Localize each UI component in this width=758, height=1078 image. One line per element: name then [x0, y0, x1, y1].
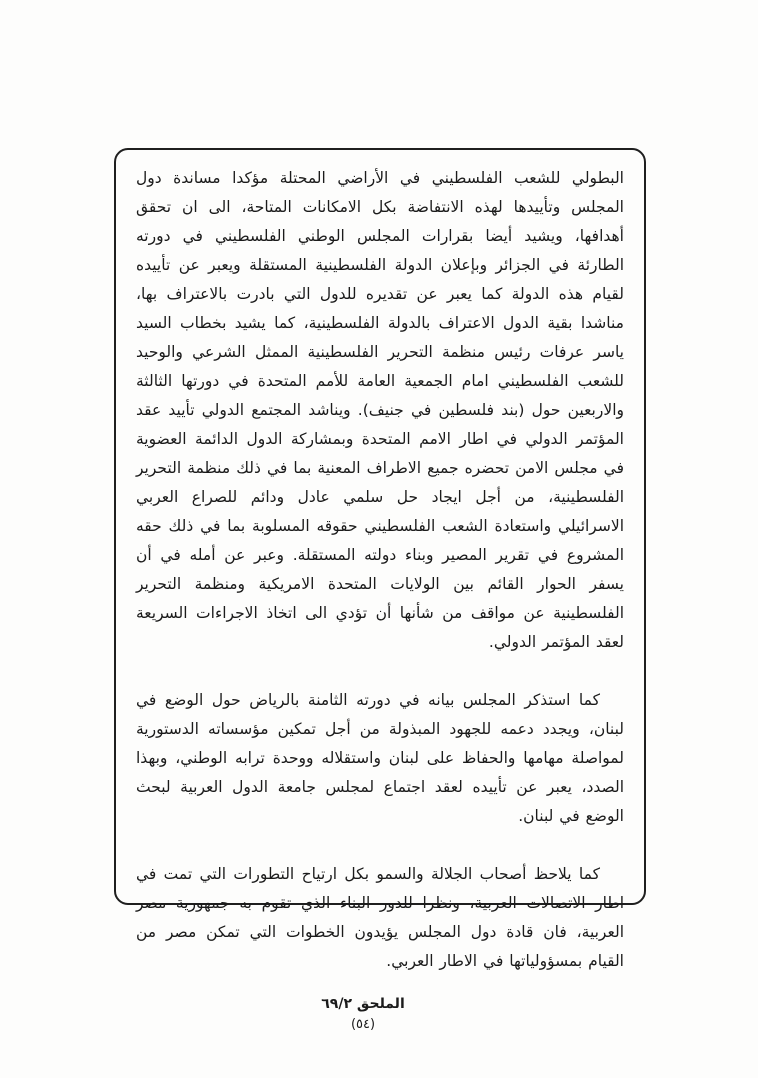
- annex-label: الملحق ٦٩/٢: [321, 996, 405, 1012]
- bordered-text-frame: [114, 148, 646, 970]
- body-paragraph-3: كما يلاحظ أصحاب الجلالة والسمو بكل ارتياح التطورات التي تمت في اطار الاتصالات العربية، ونظرا للدور البناء الذي تقوم به جمهورية مصر العربية، فان قادة دول المجلس يؤيدون الخطوات التي تمكن مصر من القيام بمسؤولياتها في الاطار العربي.: [136, 865, 624, 970]
- page-number: (٥٤): [350, 1017, 376, 1032]
- body-paragraph-1: البطولي للشعب الفلسطيني في الأراضي المحتلة مؤكدا مساندة دول المجلس وتأييدها لهذه الانتفاضة بكل الامكانات المتاحة، الى ان تحقق أهدافها، ويشيد أيضا بقرارات المجلس الوطني الفلسطيني في دورته الطارئة في الجزائر وبإعلان الدولة الفلسطينية المستقلة ويعبر عن تأييده لقيام هذه الدولة كما يعبر عن تقديره للدول التي بادرت بالاعتراف بها، مناشدا بقية الدول الاعتراف بالدولة الفلسطينية، كما يشيد بخطاب السيد ياسر عرفات رئيس منظمة التحرير الفلسطينية الممثل الشرعي والوحيد للشعب الفلسطيني امام الجمعية العامة للأمم المتحدة في دورتها الثالثة والاربعين حول (بند فلسطين في جنيف). ويناشد المجتمع الدولي تأييد عقد المؤتمر الدولي في اطار الامم المتحدة وبمشاركة الدول الدائمة العضوية في مجلس الامن تحضره جميع الاطراف المعنية بما في ذلك منظمة التحرير الفلسطينية، من أجل ايجاد حل سلمي عادل ودائم للصراع العربي الاسرائيلي واستعادة الشعب الفلسطيني حقوقه المسلوبة بما في ذلك حقه المشروع في تقرير المصير وبناء دولته المستقلة. وعبر عن أمله في أن يسفر الحوار القائم بين الولايات المتحدة الامريكية ومنظمة التحرير الفلسطينية عن مواقف من شأنها أن تؤدي الى اتخاذ الاجراءات السريعة لعقد المؤتمر الدولي.: [136, 169, 624, 651]
- page-footer: [0, 996, 726, 1032]
- body-paragraph-2: كما استذكر المجلس بيانه في دورته الثامنة بالرياض حول الوضع في لبنان، ويجدد دعمه للجهود المبذولة من أجل تمكين مؤسساته الدستورية لمواصلة مهامها والحفاظ على لبنان واستقلاله ووحدة ترابه الوطني، وبهذا الصدد، يعبر عن تأييده لعقد اجتماع لمجلس جامعة الدول العربية لبحث الوضع في لبنان.: [136, 691, 624, 825]
